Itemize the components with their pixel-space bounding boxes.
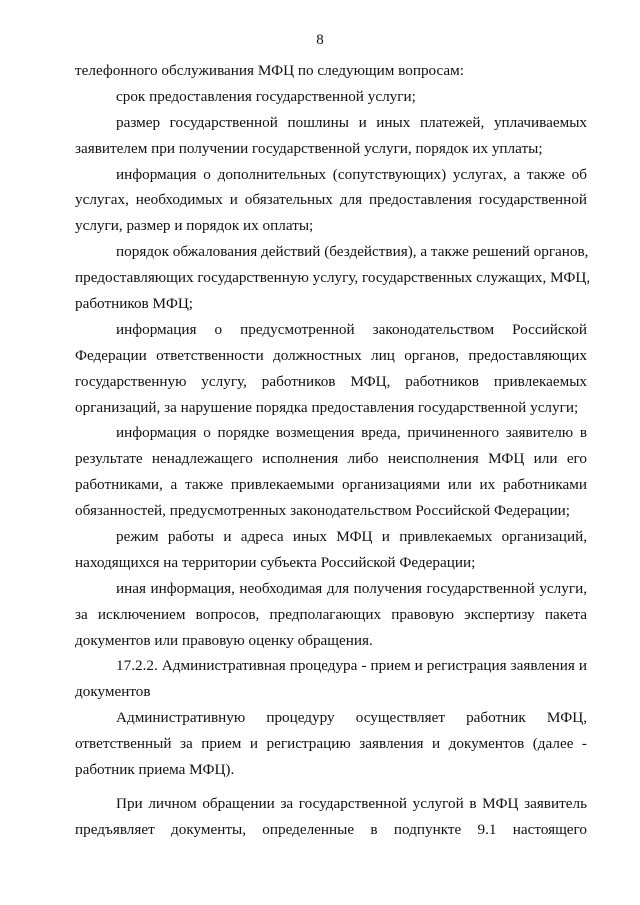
- text-line: находящихся на территории субъекта Российской Федерации;: [75, 553, 476, 571]
- text-line: заявителем при получении государственной услуги, порядок их уплаты;: [75, 139, 543, 157]
- text-line: услугах, необходимых и обязательных для предоставления государственной: [75, 191, 587, 209]
- text-line: документов: [75, 683, 151, 701]
- text-line: информация о предусмотренной законодательством Российской: [116, 320, 587, 338]
- text-line: размер государственной пошлины и иных платежей, уплачиваемых: [116, 113, 587, 131]
- document-body: [75, 58, 591, 843]
- text-line: ответственный за прием и регистрацию заявления и документов (далее -: [75, 735, 587, 753]
- text-line: работниками, а также привлекаемыми организациями или их работниками: [75, 476, 587, 494]
- paragraph-gap: [75, 783, 587, 791]
- text-line: Административную процедуру осуществляет работник МФЦ,: [116, 709, 587, 727]
- text-line: информация о дополнительных (сопутствующих) услугах, а также об: [116, 165, 587, 183]
- text-line: порядок обжалования действий (бездействия), а также решений органов,: [116, 243, 589, 261]
- text-line: работников МФЦ;: [75, 295, 194, 313]
- text-line: иная информация, необходимая для получения государственной услуги,: [116, 579, 587, 597]
- text-line: предъявляет документы, определенные в подпункте 9.1 настоящего: [75, 820, 587, 838]
- text-line: 17.2.2. Административная процедура - прием и регистрация заявления и: [116, 657, 587, 675]
- text-line: обязанностей, предусмотренных законодательством Российской Федерации;: [75, 502, 571, 520]
- text-line: предоставляющих государственную услугу, государственных служащих, МФЦ,: [75, 269, 591, 287]
- text-line: телефонного обслуживания МФЦ по следующим вопросам:: [75, 62, 465, 79]
- page-number: 8: [316, 32, 324, 48]
- text-line: Федерации ответственности должностных лиц органов, предоставляющих: [75, 346, 587, 364]
- text-line: услуги, размер и порядок их оплаты;: [75, 217, 314, 235]
- text-line: государственную услугу, работников МФЦ, работников привлекаемых: [75, 372, 587, 390]
- text-line: режим работы и адреса иных МФЦ и привлекаемых организаций,: [116, 528, 587, 546]
- text-line: работник приема МФЦ).: [75, 761, 235, 779]
- text-line: При личном обращении за государственной услугой в МФЦ заявитель: [116, 794, 587, 812]
- text-line: информация о порядке возмещения вреда, причиненного заявителю в: [116, 424, 587, 442]
- text-line: документов или правовую оценку обращения.: [75, 631, 373, 649]
- text-line: срок предоставления государственной услуги;: [116, 87, 416, 105]
- text-line: результате ненадлежащего исполнения либо неисполнения МФЦ или его: [75, 450, 587, 468]
- text-line: за исключением вопросов, предполагающих правовую экспертизу пакета: [75, 605, 587, 623]
- text-line: организаций, за нарушение порядка предоставления государственной услуги;: [75, 398, 579, 416]
